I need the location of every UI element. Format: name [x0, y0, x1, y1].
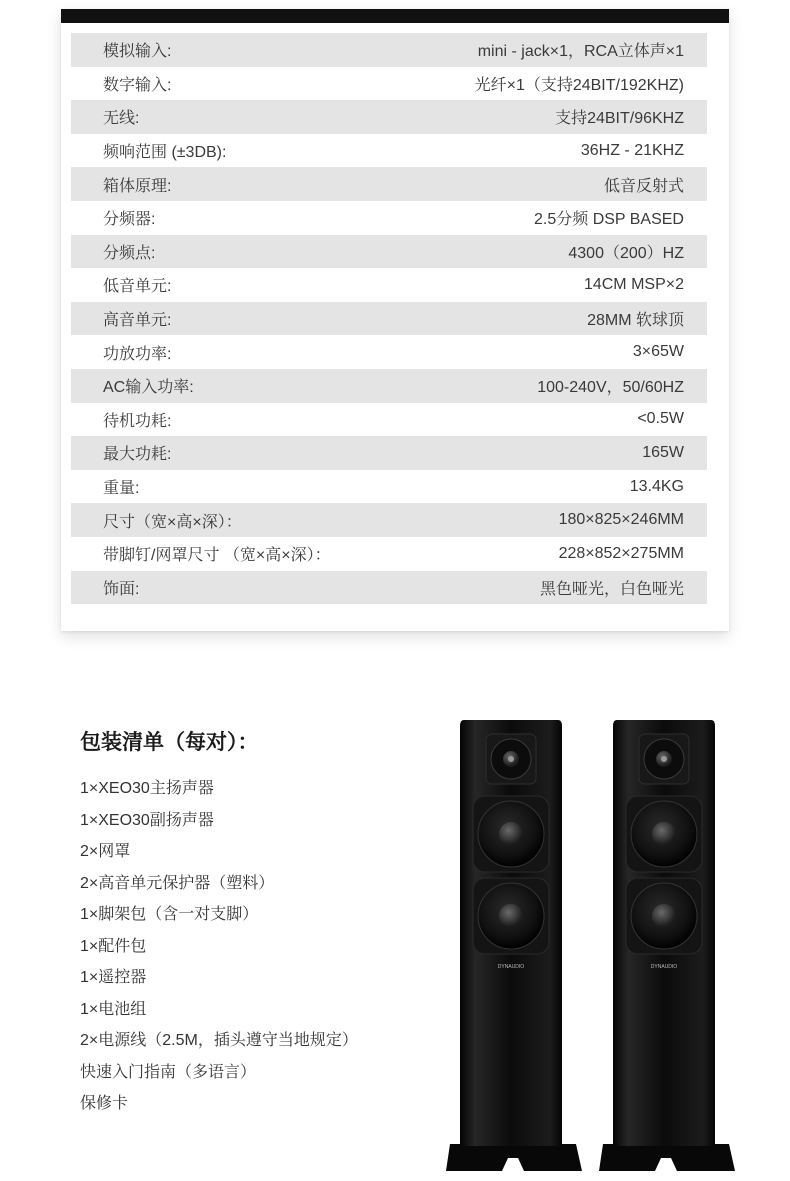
spec-row [71, 503, 707, 537]
speakers-image [440, 714, 740, 1179]
spec-label: 饰面: [103, 580, 140, 598]
speaker-left [446, 720, 582, 1171]
spec-row [71, 403, 707, 437]
spec-label: 数字输入: [103, 76, 172, 94]
list-item: 1×XEO30主扬声器 [80, 780, 214, 797]
spec-row [71, 167, 707, 201]
spec-label: 最大功耗: [103, 446, 172, 464]
spec-label: 功放功率: [103, 345, 172, 363]
spec-value: 28MM 软球顶 [587, 312, 684, 330]
spec-label: 尺寸（宽×高×深）： [103, 513, 242, 531]
spec-value: 黑色哑光，白色哑光 [539, 580, 684, 598]
list-item: 1×XEO30副扬声器 [80, 811, 214, 829]
list-item: 2×电源线（2.5M，插头遵守当地规定） [80, 1032, 358, 1049]
spec-value: 180×825×246MM [558, 511, 684, 529]
spec-card [61, 9, 729, 631]
list-item: 1×脚架包（含一对支脚） [80, 906, 259, 923]
spec-row [71, 537, 707, 571]
spec-value: 165W [642, 443, 684, 461]
spec-label: AC输入功率: [103, 379, 194, 397]
spec-row [71, 67, 707, 101]
speaker-right [599, 720, 735, 1171]
spec-row [71, 268, 707, 302]
spec-value: 13.4KG [629, 477, 684, 495]
spec-row [71, 100, 707, 134]
spec-label: 模拟输入: [103, 43, 172, 61]
spec-label: 箱体原理: [103, 177, 172, 195]
spec-label: 低音单元: [103, 278, 172, 296]
spec-row [71, 201, 707, 235]
spec-value: 4300（200）HZ [568, 244, 684, 262]
spec-label: 重量: [103, 480, 140, 498]
spec-label: 分频点: [103, 244, 156, 262]
spec-value: 光纤×1（支持24BIT/192KHZ) [474, 76, 684, 94]
spec-label: 高音单元: [103, 312, 172, 330]
list-item: 快速入门指南（多语言） [80, 1063, 257, 1081]
spec-table [71, 33, 707, 604]
packing-title: 包装清单（每对）： [80, 731, 259, 754]
brand-logo: DYNAUDIO [497, 964, 525, 970]
spec-row [71, 134, 707, 168]
packing-list [80, 728, 420, 1125]
list-item: 2×网罩 [80, 843, 131, 860]
spec-value: 36HZ - 21KHZ [580, 141, 684, 159]
spec-row [71, 470, 707, 504]
spec-value: <0.5W [637, 410, 684, 428]
brand-logo: DYNAUDIO [650, 964, 678, 970]
list-item: 保修卡 [80, 1095, 129, 1112]
spec-value: 3×65W [632, 343, 684, 361]
spec-top-bar [61, 9, 729, 23]
spec-label: 分频器: [103, 211, 156, 229]
spec-label: 带脚钉/网罩尺寸 （宽×高×深）： [103, 547, 331, 565]
spec-label: 无线: [103, 110, 140, 128]
spec-row [71, 33, 707, 67]
spec-row [71, 335, 707, 369]
spec-value: 低音反射式 [603, 177, 684, 195]
spec-row [71, 235, 707, 269]
list-item: 1×遥控器 [80, 969, 147, 986]
spec-value: mini - jack×1，RCA立体声×1 [477, 43, 684, 61]
spec-row [71, 571, 707, 605]
spec-label: 待机功耗: [103, 412, 172, 430]
spec-row [71, 369, 707, 403]
list-item: 1×电池组 [80, 1000, 147, 1018]
spec-value: 228×852×275MM [558, 544, 684, 562]
spec-value: 100-240V，50/60HZ [537, 379, 684, 397]
list-item: 1×配件包 [80, 937, 147, 955]
list-item: 2×高音单元保护器（塑料） [80, 874, 275, 892]
spec-label: 频响范围 (±3DB): [103, 144, 227, 162]
spec-row [71, 302, 707, 336]
spec-value: 2.5分频 DSP BASED [534, 211, 684, 229]
spec-value: 14CM MSP×2 [583, 275, 684, 293]
spec-value: 支持24BIT/96KHZ [555, 110, 684, 128]
spec-row [71, 436, 707, 470]
